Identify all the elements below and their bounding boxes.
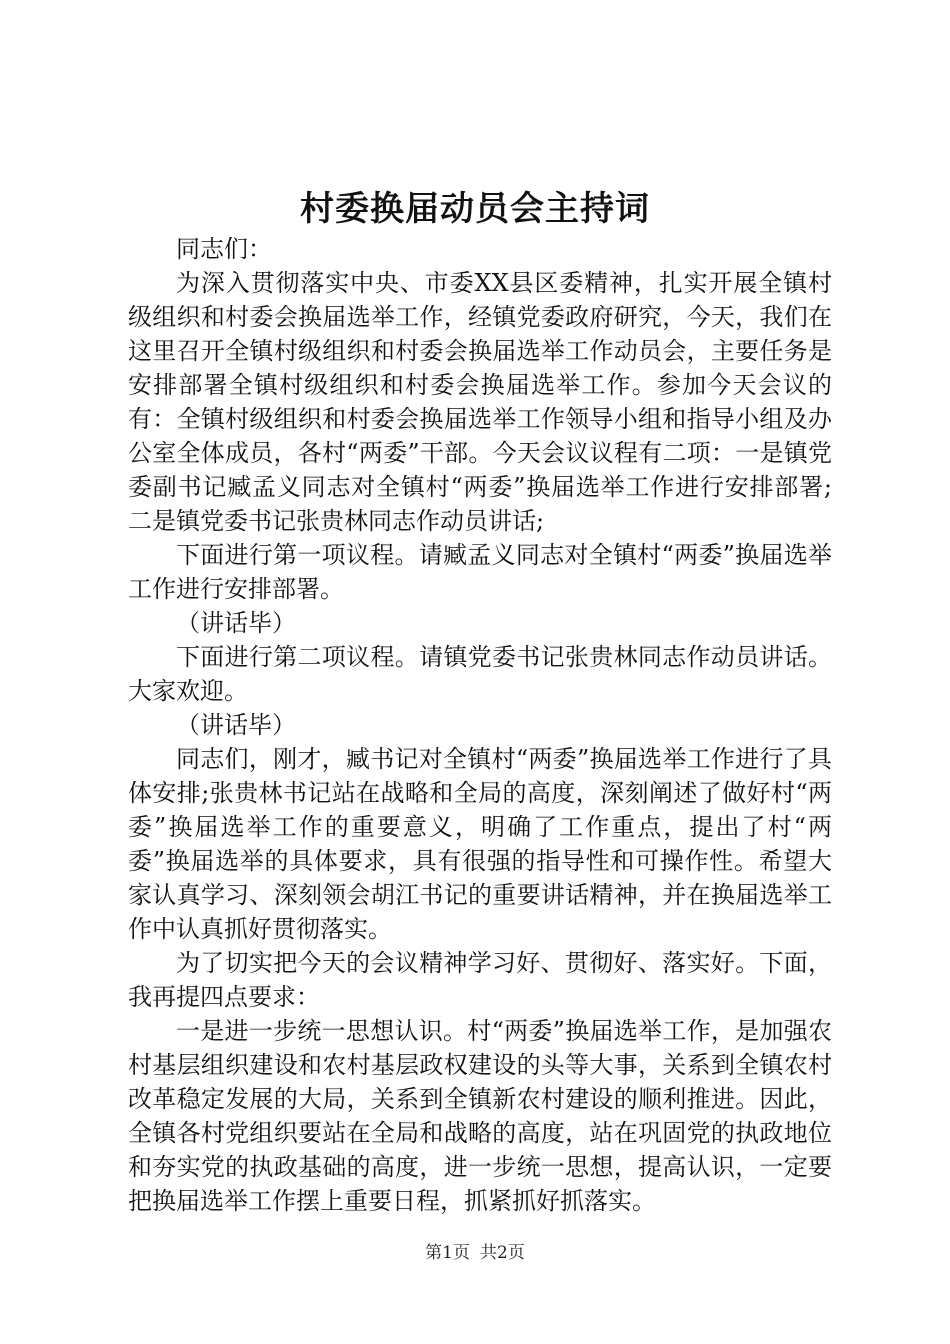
paragraph-agenda-two: 下面进行第二项议程。请镇党委书记张贵林同志作动员讲话。大家欢迎。 (128, 643, 832, 705)
document-body (128, 232, 832, 1218)
paragraph-summary: 同志们，刚才，臧书记对全镇村“两委”换届选举工作进行了具体安排;张贵林书记站在战略和全局的高度，深刻阐述了做好村“两委”换届选举工作的重要意义，明确了工作重点，提出了村“两委”换届选举的具体要求，具有很强的指导性和可操作性。希望大家认真学习、深刻领会胡江书记的重要讲话精神，并在换届选举工作中认真抓好贯彻落实。 (128, 745, 832, 943)
paragraph-requirements-intro: 为了切实把今天的会议精神学习好、贯彻好、落实好。下面，我再提四点要求： (128, 949, 832, 1011)
document-title: 村委换届动员会主持词 (300, 189, 650, 229)
paragraph-intro: 为深入贯彻落实中央、市委XX县区委精神，扎实开展全镇村级组织和村委会换届选举工作，经镇党委政府研究，今天，我们在这里召开全镇村级组织和村委会换届选举工作动员会，主要任务是安排部署全镇村级组织和村委会换届选举工作。参加今天会议的有：全镇村级组织和村委会换届选举工作领导小组和指导小组及办公室全体成员，各村“两委”干部。今天会议议程有二项：一是镇党委副书记臧孟义同志对全镇村“两委”换届选举工作进行安排部署;二是镇党委书记张贵林同志作动员讲话; (128, 269, 832, 535)
paragraph-agenda-one: 下面进行第一项议程。请臧孟义同志对全镇村“两委”换届选举工作进行安排部署。 (128, 541, 832, 603)
paragraph-requirement-one: 一是进一步统一思想认识。村“两委”换届选举工作，是加强农村基层组织建设和农村基层政权建设的头等大事，关系到全镇农村改革稳定发展的大局，关系到全镇新农村建设的顺利推进。因此，全镇各村党组织要站在全局和战略的高度，站在巩固党的执政地位和夯实党的执政基础的高度，进一步统一思想，提高认识，一定要把换届选举工作摆上重要日程，抓紧抓好抓落实。 (128, 1017, 832, 1215)
paragraph-remark-one: （讲话毕） (176, 609, 296, 637)
page-number-current: 第1页 (425, 1243, 470, 1263)
page-footer (0, 1241, 950, 1265)
paragraph-salutation: 同志们： (176, 235, 272, 263)
page-number-total: 共2页 (480, 1243, 525, 1263)
paragraph-remark-two: （讲话毕） (176, 711, 296, 739)
